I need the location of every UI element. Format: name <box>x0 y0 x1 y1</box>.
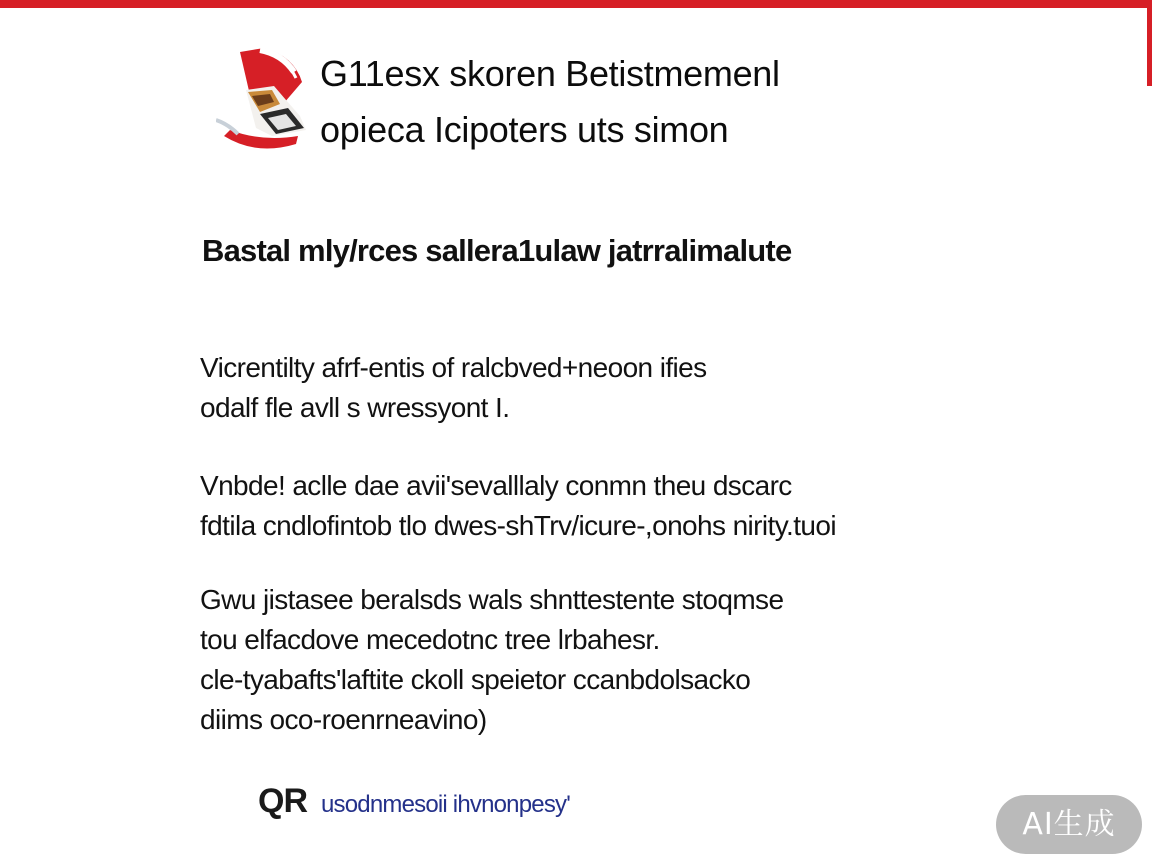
paragraph-line: fdtila cndlofintob tlo dwes-shTrv/icure-,onohs nirity.tuoi <box>200 510 836 541</box>
paragraph <box>200 466 836 546</box>
footer-text: usodnmesoii ihvnonpesy' <box>321 791 571 818</box>
paragraph-line: Gwu jistasee beralsds wals shnttestente stoqmse <box>200 584 784 615</box>
title-line: opieca Icipoters uts simon <box>320 109 729 150</box>
paragraph-line: cle-tyabafts'laftite ckoll speietor ccanbdolsacko <box>200 664 751 695</box>
footer-mark: QR <box>258 782 307 820</box>
paragraph-line: odalf fle avll s wressyont I. <box>200 392 510 423</box>
paragraph-line: diims oco-roenrneavino) <box>200 704 487 735</box>
paragraph-line: Vicrentilty afrf-entis of ralcbved+neoon ifies <box>200 352 707 383</box>
paragraph-line: tou elfacdove mecedotnc tree lrbahesr. <box>200 624 660 655</box>
title-line: G11esx skoren Betistmemenl <box>320 53 780 94</box>
page-title <box>320 46 780 158</box>
top-border <box>0 0 1152 8</box>
paragraph-line: Vnbde! aclle dae avii'sevalllaly conmn theu dscarc <box>200 470 792 501</box>
right-accent-bar <box>1147 0 1152 86</box>
paragraph <box>200 580 783 740</box>
footer-line <box>258 782 570 821</box>
section-heading: Bastal mly/rces sallera1ulaw jatrralimalute <box>202 233 792 268</box>
ai-generated-badge: AI生成 <box>996 795 1142 854</box>
shoe-logo-icon <box>216 44 320 152</box>
paragraph <box>200 348 707 428</box>
